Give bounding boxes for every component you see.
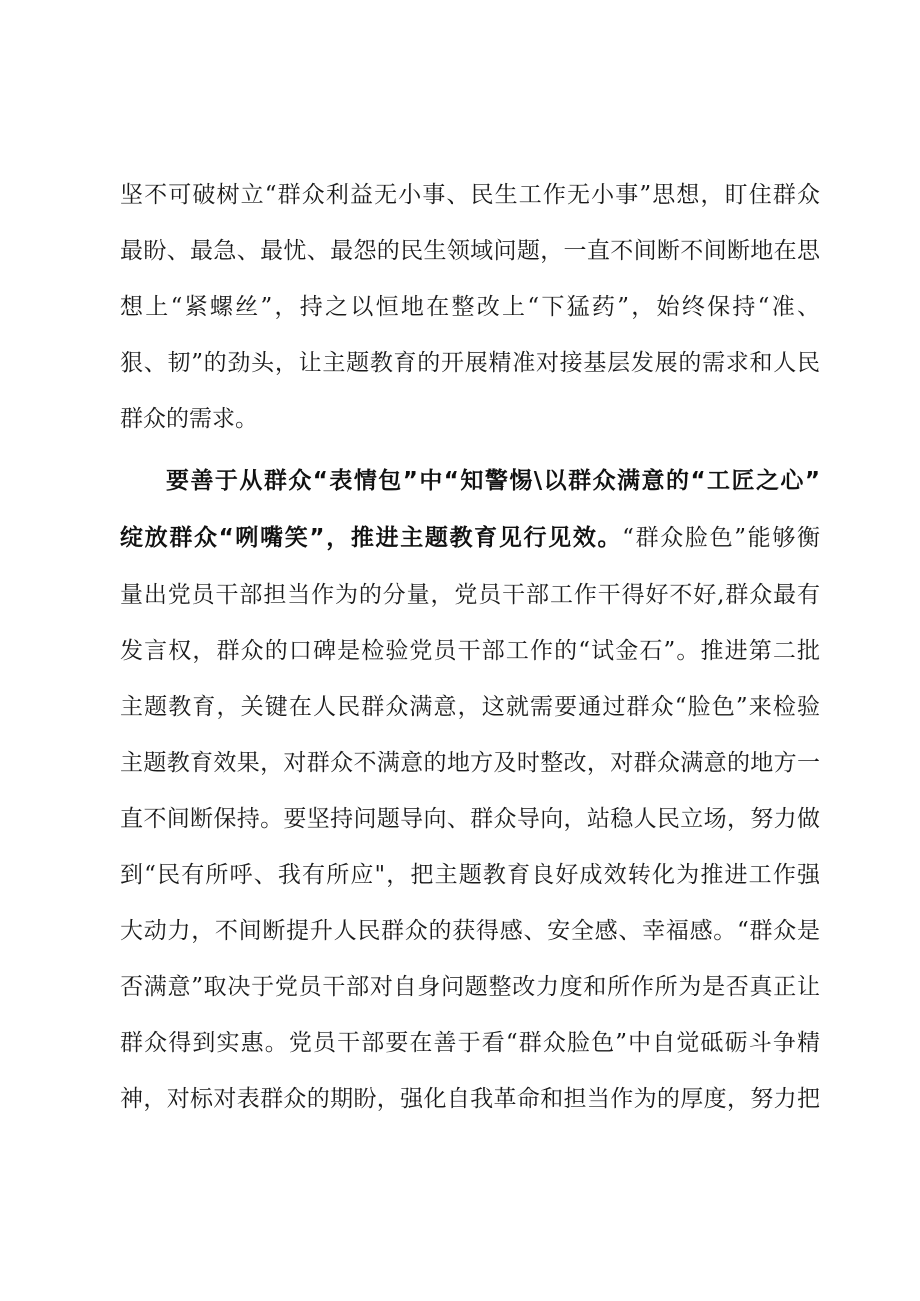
paragraph-2-line-2-text: “群众脸色”能够衡 xyxy=(622,525,820,551)
paragraph-2-line-11: 群众得到实惠。党员干部要在善于看“群众脸色”中自觉砥砺斗争精 xyxy=(120,1030,820,1056)
paragraph-2-line-3: 量出党员干部担当作为的分量，党员干部工作干得好不好,群众最有 xyxy=(120,582,820,608)
paragraph-2-line-4: 发言权，群众的口碑是检验党员干部工作的“试金石”。推进第二批 xyxy=(120,638,820,664)
paragraph-2-line-12: 神，对标对表群众的期盼，强化自我革命和担当作为的厚度，努力把 xyxy=(120,1086,820,1112)
paragraph-2-heading-line-1: 要善于从群众“表情包”中“知警惕\以群众满意的“工匠之心” xyxy=(166,468,820,494)
paragraph-1-line-5: 群众的需求。 xyxy=(120,406,258,432)
paragraph-2-heading-line-2: 绽放群众“咧嘴笑”，推进主题教育见行见效。 xyxy=(120,525,623,551)
paragraph-2-line-5: 主题教育，关键在人民群众满意，这就需要通过群众“脸色”来检验 xyxy=(120,694,820,720)
paragraph-2-line-8: 到“民有所呼、我有所应"，把主题教育良好成效转化为推进工作强 xyxy=(120,862,820,888)
paragraph-1-line-4: 狠、韧”的劲头，让主题教育的开展精准对接基层发展的需求和人民 xyxy=(120,350,820,376)
paragraph-1-line-2: 最盼、最急、最忧、最怨的民生领域问题，一直不间断不间断地在思 xyxy=(120,238,820,264)
paragraph-2-line-6: 主题教育效果，对群众不满意的地方及时整改，对群众满意的地方一 xyxy=(120,750,820,776)
paragraph-2-line-2 xyxy=(120,518,820,558)
paragraph-2-line-7: 直不间断保持。要坚持问题导向、群众导向，站稳人民立场，努力做 xyxy=(120,806,820,832)
paragraph-1-line-1: 坚不可破树立“群众利益无小事、民生工作无小事”思想，盯住群众 xyxy=(120,182,820,208)
paragraph-2-line-9: 大动力，不间断提升人民群众的获得感、安全感、幸福感。“群众是 xyxy=(120,918,820,944)
paragraph-2-line-10: 否满意”取决于党员干部对自身问题整改力度和所作所为是否真正让 xyxy=(120,974,820,1000)
paragraph-1-line-3: 想上“紧螺丝”，持之以恒地在整改上“下猛药”，始终保持“准、 xyxy=(120,294,820,320)
